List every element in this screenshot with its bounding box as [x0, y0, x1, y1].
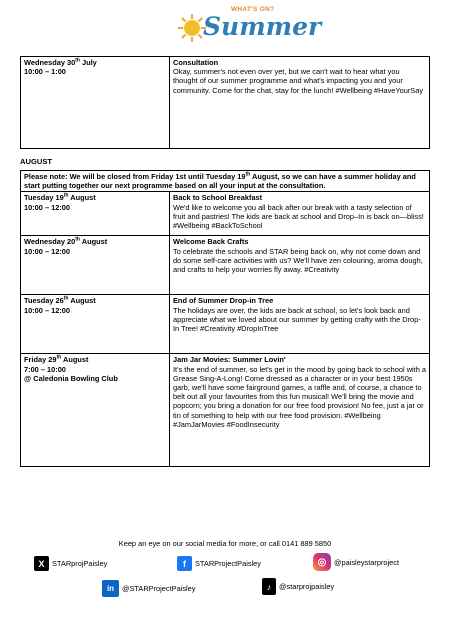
august-schedule-table — [20, 170, 430, 467]
event-venue: @ Caledonia Bowling Club — [24, 373, 118, 383]
event-day: Tuesday 26 — [24, 296, 64, 306]
event-detail-cell — [170, 192, 430, 236]
event-month: August — [79, 237, 108, 247]
event-date-cell — [21, 192, 170, 236]
table-row — [21, 57, 430, 149]
table-row — [21, 192, 430, 236]
event-day-suffix: th — [56, 354, 62, 361]
event-day: Wednesday 20 — [24, 237, 76, 247]
event-description: Okay, summer's not even over yet, but we can't wait to hear what you thought of our summer programme and what's impacting you and your community. Come for the chat, stay for the lunch! #Wellbeing #HaveYourSay — [173, 67, 424, 95]
event-day-suffix: th — [75, 57, 80, 64]
event-description: It's the end of summer, so let's get in the mood by going back to school with a Grease Sing-A-Long! Come dressed as a character or in your best 1950s garb, we'll have some fairground games, a raffle and, of course, a chance to belt out all your favourites from this fun musical! We'll bring the movie and popcorn; you bring a donation for our free food provision! No fee, just a jar or tin of something to help with our free food provision. #Wellbeing #JamJarMovies #FoodInsecurity — [173, 364, 427, 429]
event-time: 10:00 – 12:00 — [24, 202, 71, 212]
event-date-cell — [21, 354, 170, 467]
event-detail-cell — [170, 57, 430, 149]
event-description: The holidays are over, the kids are back at school, so let's look back and appreciate what we loved about our summer by getting crafty with the Drop-In Tree! #Creativity #DropInTree — [173, 305, 421, 334]
event-day: Wednesday 30 — [24, 58, 76, 67]
logo-word: Summer — [203, 12, 322, 41]
linkedin-icon: in — [102, 580, 119, 597]
event-title: Back to School Breakfast — [173, 193, 263, 203]
x-icon: X — [34, 556, 49, 571]
event-title: End of Summer Drop-in Tree — [173, 296, 274, 306]
closure-note-text: Please note: We will be closed from Friday 1st until Tuesday 19 — [24, 172, 246, 181]
social-tiktok[interactable] — [262, 578, 334, 595]
event-detail-cell — [170, 236, 430, 295]
event-title: Consultation — [173, 58, 219, 67]
summer-logo — [175, 4, 322, 48]
august-heading: AUGUST — [20, 157, 53, 166]
table-row — [21, 236, 430, 295]
social-facebook-handle[interactable]: STARProjectPaisley — [195, 559, 261, 568]
event-day-suffix: th — [63, 295, 69, 302]
event-day-suffix: th — [63, 192, 69, 199]
tiktok-icon: ♪ — [262, 578, 276, 595]
event-description: To celebrate the schools and STAR being back on, why not come down and do some self-care activities with us? We'll have zen colouring, aroma dough, and crafts to help your worries fly away. #Creativity — [173, 246, 423, 275]
logo-tagline: WHAT'S ON? — [231, 6, 275, 13]
instagram-icon: ◎ — [313, 553, 331, 571]
event-day-suffix: th — [75, 236, 80, 243]
event-day: Tuesday 19 — [24, 193, 64, 203]
social-instagram[interactable] — [313, 553, 399, 571]
closure-note-suffix: th — [245, 171, 251, 178]
footer-contact-line: Keep an eye on our social media for more, or call 0141 889 5850 — [118, 539, 332, 548]
event-detail-cell — [170, 354, 430, 467]
social-tiktok-handle[interactable]: @starprojpaisley — [279, 582, 335, 591]
event-month: August — [61, 355, 89, 365]
event-time: 10:00 – 12:00 — [24, 246, 71, 256]
social-facebook[interactable] — [177, 556, 261, 571]
social-x-handle[interactable]: STARprojPaisley — [52, 559, 108, 568]
social-linkedin[interactable] — [102, 580, 196, 597]
event-day: Friday 29 — [24, 355, 57, 365]
facebook-icon: f — [177, 556, 192, 571]
closure-note — [21, 171, 430, 192]
closure-note-text-end: August, so we can have a summer holiday and start putting together our next programme based on all your input at the consultation. — [24, 172, 416, 191]
july-schedule-table — [20, 56, 430, 149]
event-title: Jam Jar Movies: Summer Lovin' — [173, 355, 286, 365]
social-x[interactable] — [34, 556, 107, 571]
event-detail-cell — [170, 295, 430, 354]
event-time: 10:00 – 1:00 — [24, 67, 66, 77]
event-month: August — [68, 193, 96, 203]
event-month: July — [79, 58, 97, 67]
event-date-cell — [21, 236, 170, 295]
event-description: We'd like to welcome you all back after our break with a tasty selection of fruit and pastries! The kids are back at school and Drop–In is back on—bliss! #Wellbeing #BackToSchool — [173, 202, 424, 231]
event-month: August — [68, 296, 96, 306]
event-date-cell — [21, 57, 170, 149]
social-linkedin-handle[interactable]: @STARProjectPaisley — [122, 584, 196, 593]
table-row — [21, 354, 430, 467]
table-row — [21, 171, 430, 192]
social-instagram-handle[interactable]: @paisleystarproject — [334, 557, 400, 567]
event-time: 10:00 – 12:00 — [24, 305, 71, 315]
event-title: Welcome Back Crafts — [173, 237, 249, 247]
event-time: 7:00 – 10:00 — [24, 364, 66, 374]
table-row — [21, 295, 430, 354]
event-date-cell — [21, 295, 170, 354]
